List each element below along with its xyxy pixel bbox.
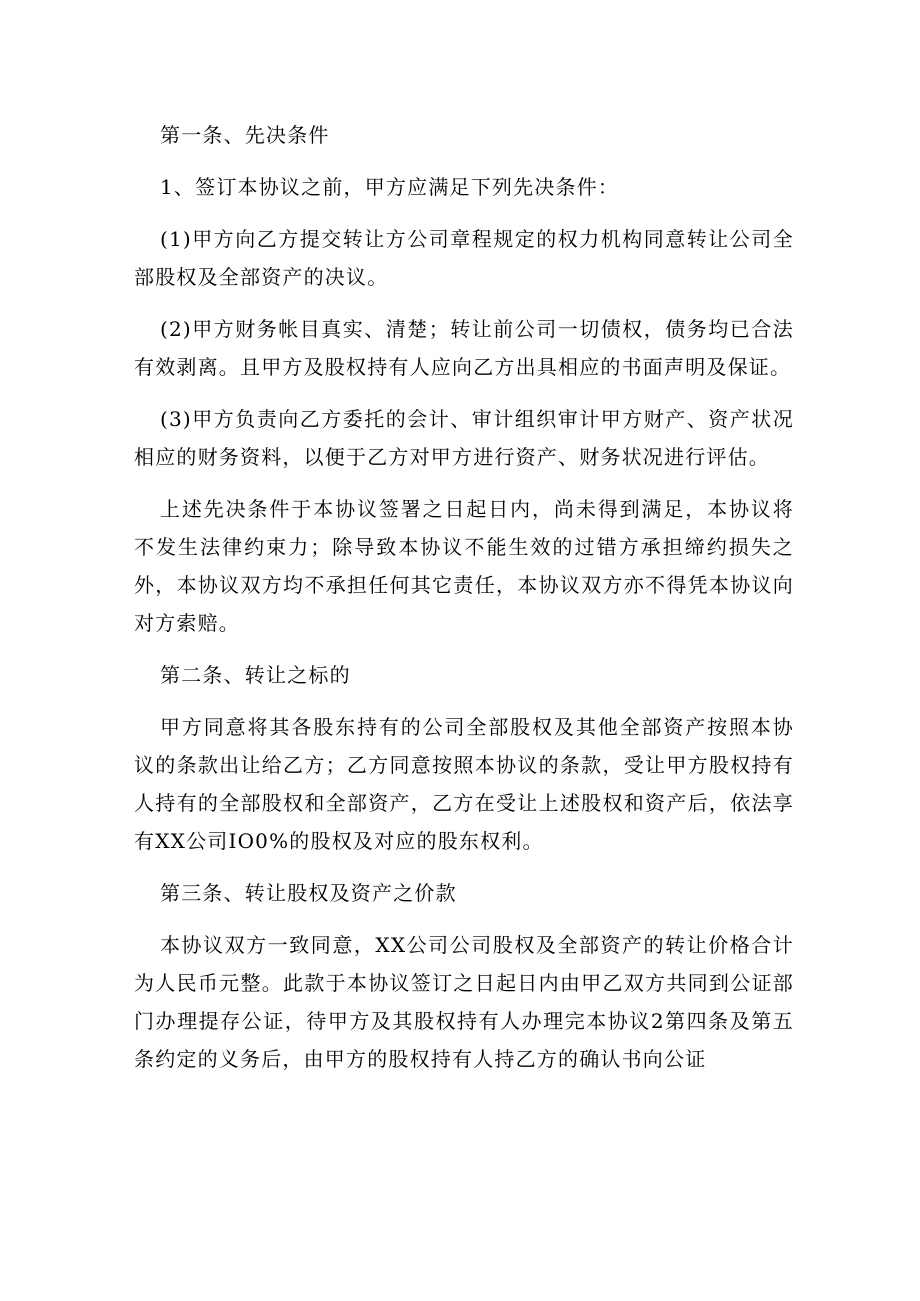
article-2-body: 甲方同意将其各股东持有的公司全部股权及其他全部资产按照本协议的条款出让给乙方；乙方同意按照本协议的条款，受让甲方股权持有人持有的全部股权和全部资产，乙方在受让上述股权和资产后，依法享有XX公司IO0%的股权及对应的股东权利。 — [134, 715, 794, 853]
conditions-summary: 上述先决条件于本协议签署之日起日内，尚未得到满足，本协议将不发生法律约束力；除导致本协议不能生效的过错方承担缔约损失之外，本协议双方均不承担任何其它责任，本协议双方亦不得凭本协议向对方索赔。 — [134, 497, 794, 635]
article-1-heading: 第一条、先决条件 — [160, 123, 330, 147]
condition-3: (3)甲方负责向乙方委托的会计、审计组织审计甲方财产、资产状况相应的财务资料，以便于乙方对甲方进行资产、财务状况进行评估。 — [134, 407, 794, 469]
article-2-heading: 第二条、转让之标的 — [160, 663, 351, 687]
condition-2: (2)甲方财务帐目真实、清楚；转让前公司一切债权，债务均已合法有效剥离。且甲方及股权持有人应向乙方出具相应的书面声明及保证。 — [134, 317, 794, 379]
article-3-heading: 第三条、转让股权及资产之价款 — [160, 881, 457, 905]
document-body — [134, 116, 794, 1078]
condition-1: (1)甲方向乙方提交转让方公司章程规定的权力机构同意转让公司全部股权及全部资产的决议。 — [134, 227, 794, 289]
article-3-body: 本协议双方一致同意，XX公司公司股权及全部资产的转让价格合计为人民币元整。此款于本协议签订之日起日内由甲乙双方共同到公证部门办理提存公证，待甲方及其股权持有人办理完本协议2第四条及第五条约定的义务后，由甲方的股权持有人持乙方的确认书向公证 — [134, 933, 794, 1071]
clause-1-intro: 1、签订本协议之前，甲方应满足下列先决条件： — [160, 175, 620, 199]
